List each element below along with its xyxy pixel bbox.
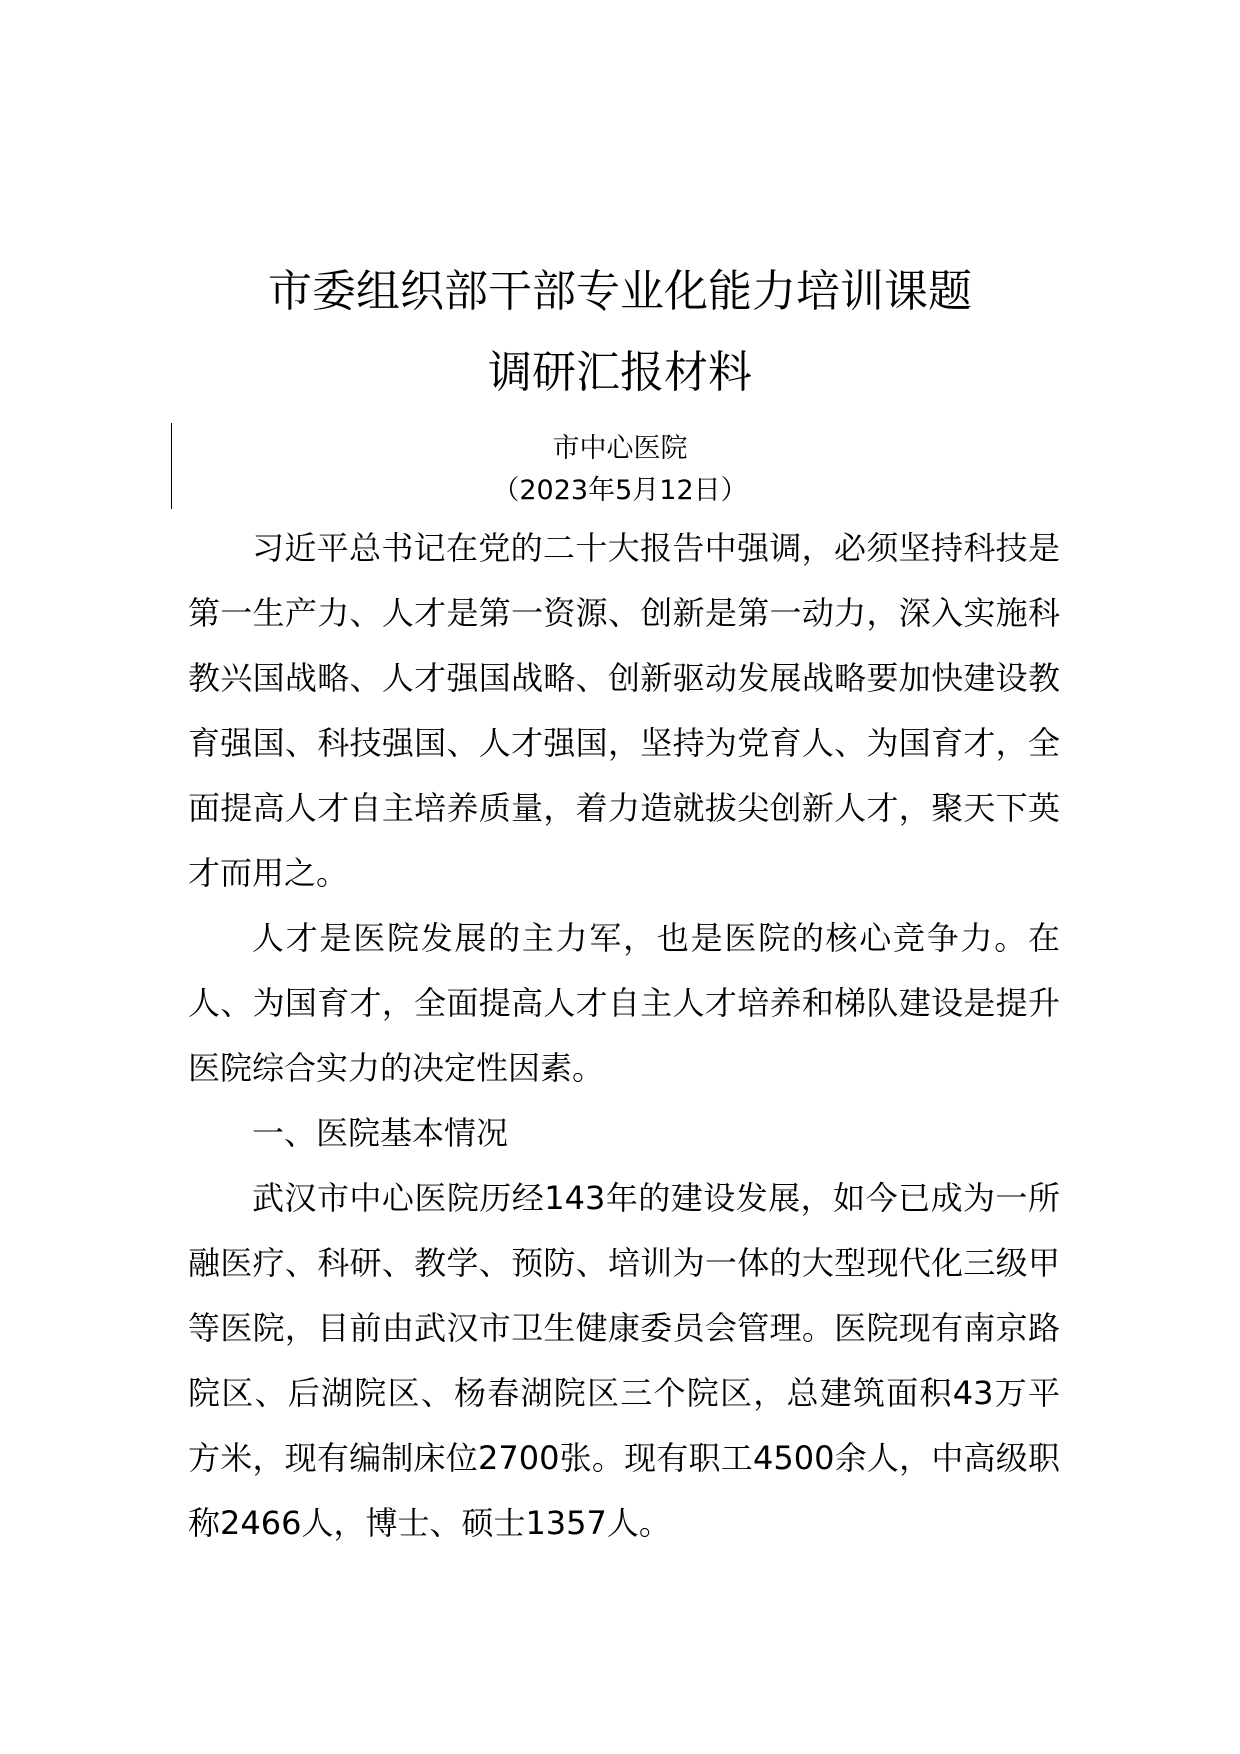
paragraph-talent: 人才是医院发展的主力军，也是医院的核心竞争力。在人、为国育才，全面提高人才自主人才培养和梯队建设是提升医院综合实力的决定性因素。 (188, 919, 1060, 1087)
document-title-line-1: 市委组织部干部专业化能力培训课题 (268, 266, 972, 317)
paragraph-intro: 习近平总书记在党的二十大报告中强调，必须坚持科技是第一生产力、人才是第一资源、创新是第一动力，深入实施科教兴国战略、人才强国战略、创新驱动发展战略要加快建设教育强国、科技强国、人才强国，坚持为党育人、为国育才，全面提高人才自主培养质量，着力造就拔尖创新人才，聚天下英才而用之。 (188, 529, 1060, 892)
section-heading: 一、医院基本情况 (252, 1114, 509, 1152)
document-title-line-2: 调研汇报材料 (488, 347, 752, 398)
organization-name: 市中心医院 (552, 433, 688, 464)
document-body (188, 516, 1060, 1556)
document-date: （2023年5月12日） (492, 475, 748, 506)
paragraph-hospital-info: 武汉市中心医院历经143年的建设发展，如今已成为一所融医疗、科研、教学、预防、培训为一体的大型现代化三级甲等医院，目前由武汉市卫生健康委员会管理。医院现有南京路院区、后湖院区、杨春湖院区三个院区，总建筑面积43万平方米，现有编制床位2700张。现有职工4500余人，中高级职称2466人，博士、硕士1357人。 (188, 1179, 1060, 1542)
